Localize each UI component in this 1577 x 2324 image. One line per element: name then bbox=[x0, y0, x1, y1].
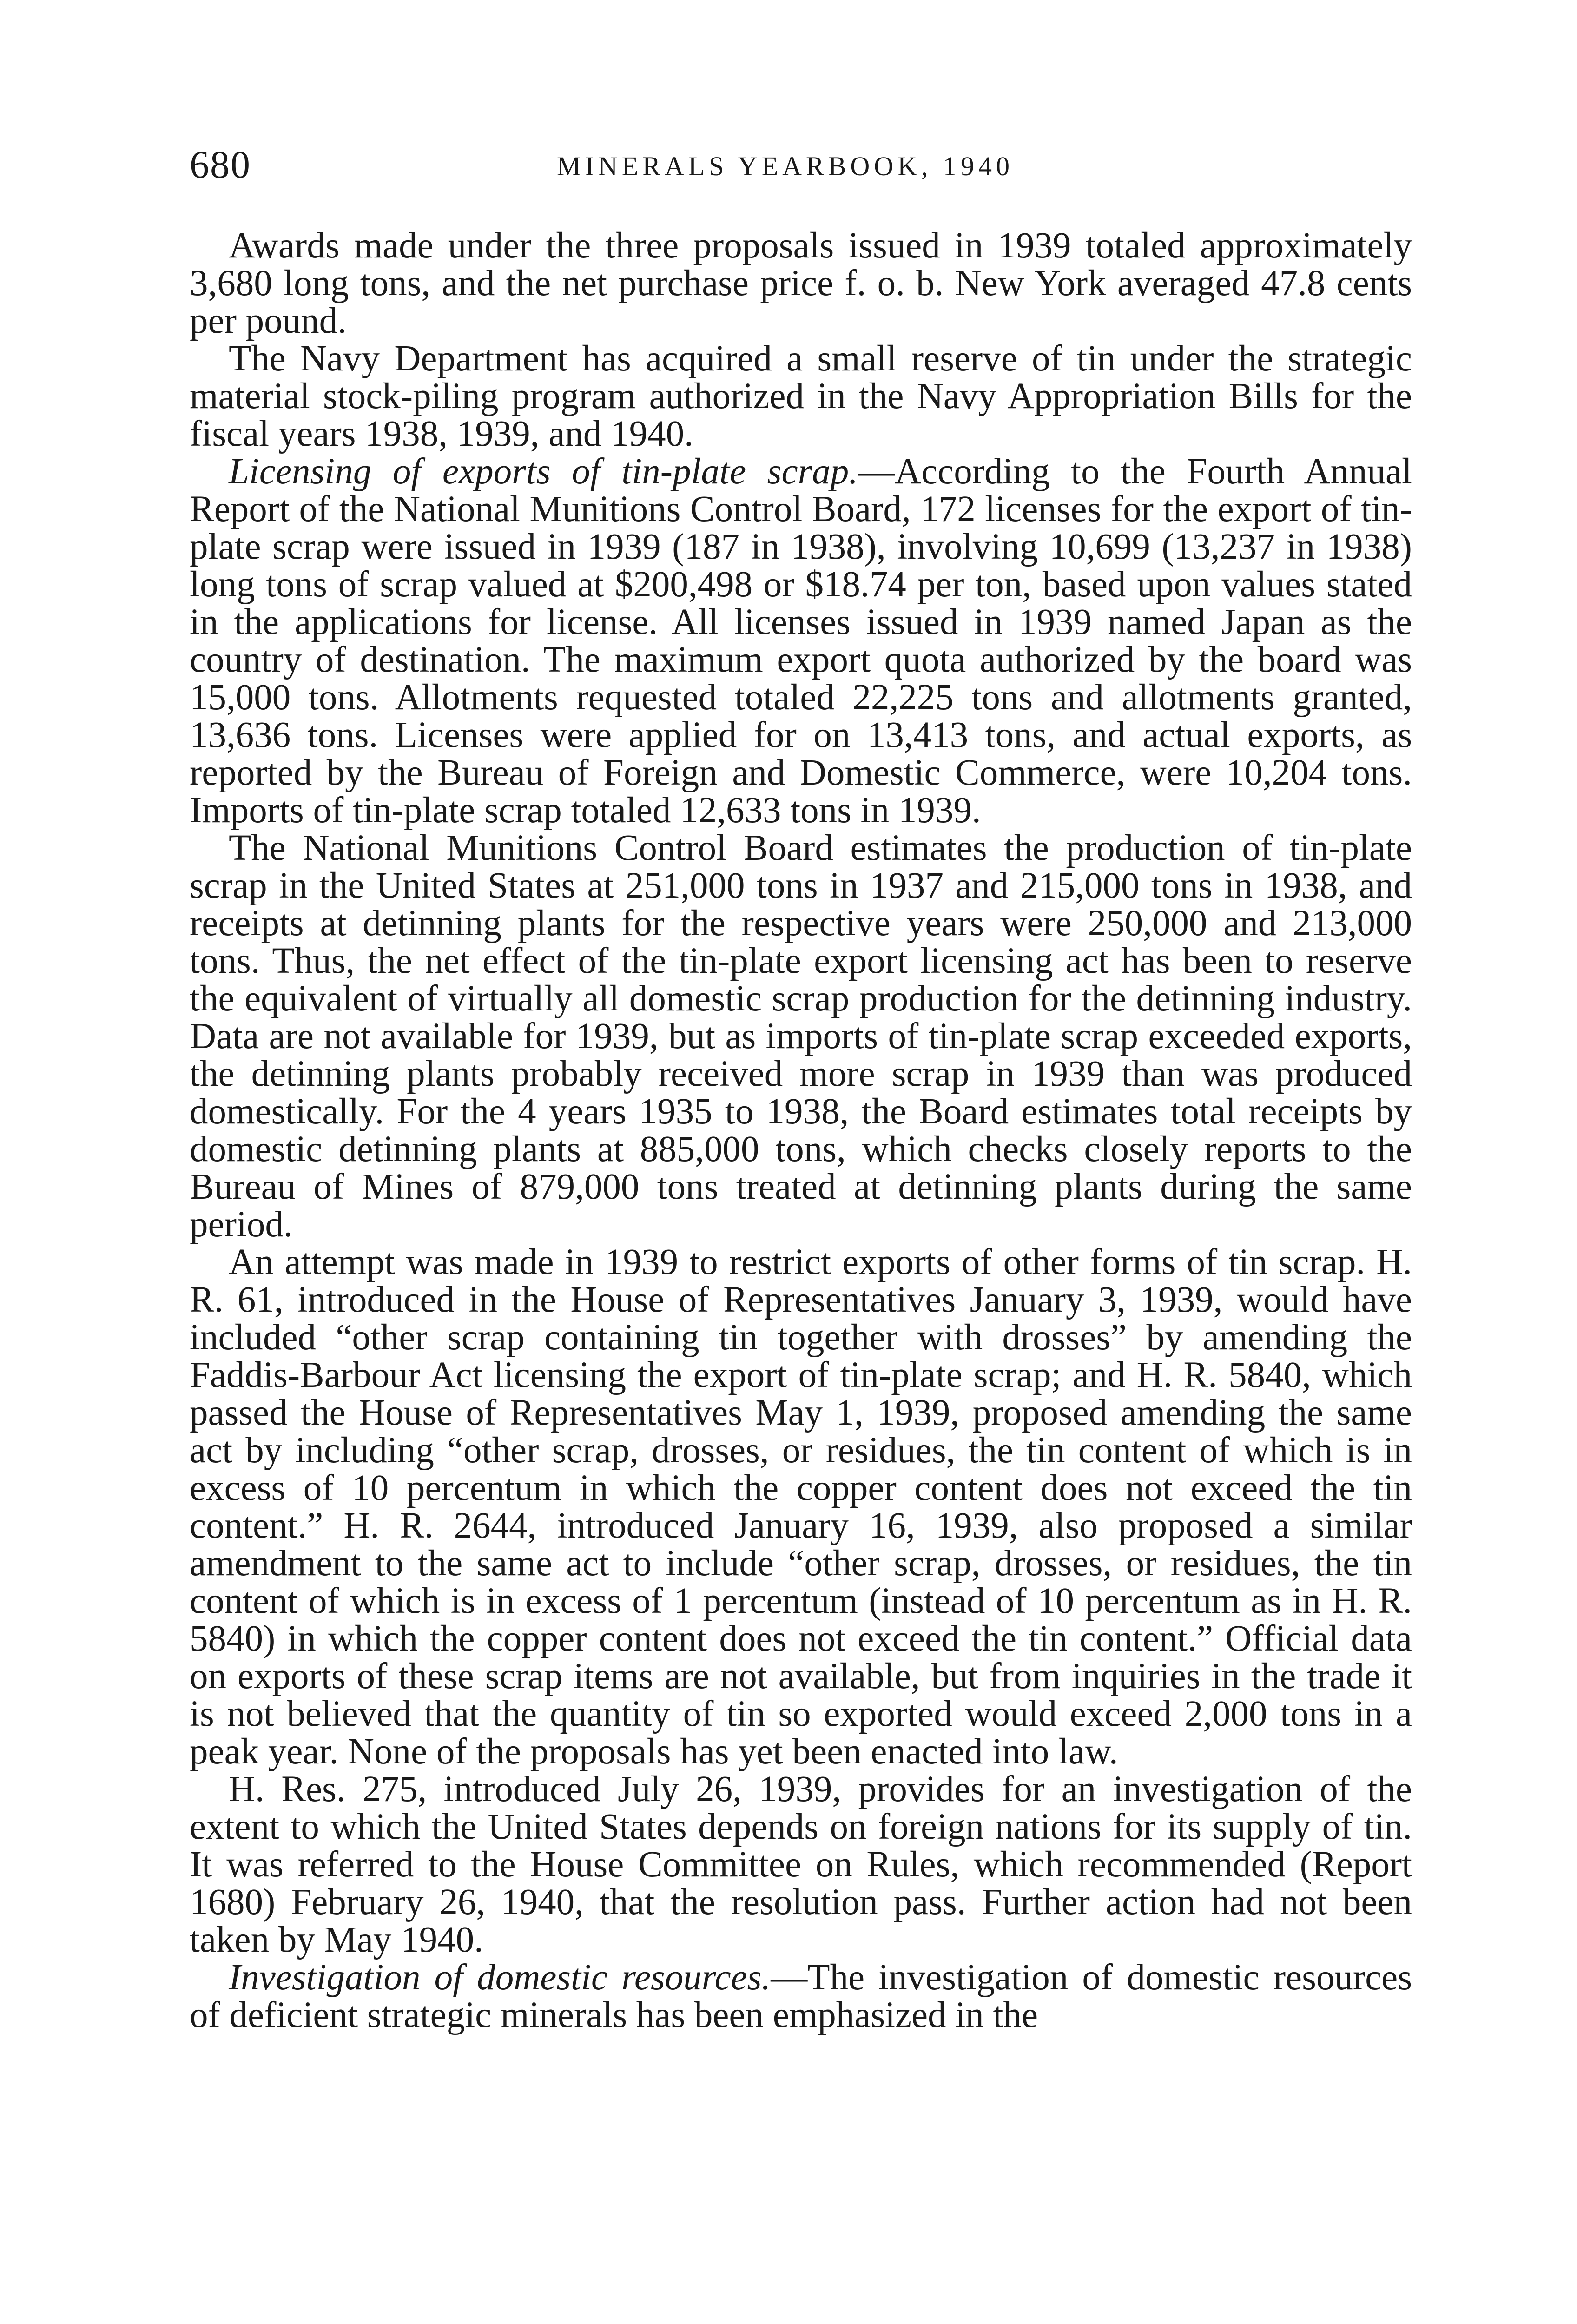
paragraph bbox=[190, 453, 1412, 829]
paragraph-text: —The investigation of domestic resources of deficient strategic minerals has been emphasized in the bbox=[190, 1957, 1412, 2035]
paragraph bbox=[190, 1959, 1412, 2034]
paragraph-lead: Licensing of exports of tin-plate scrap. bbox=[229, 451, 858, 492]
page-header bbox=[190, 139, 1412, 191]
paragraph-text: The National Munitions Control Board estimates the production of tin-plate scrap in the United States at 251,000 tons in 1937 and 215,000 tons in 1938, and receipts at detinning plants for the respective years were 250,000 and 213,000 tons. Thus, the net effect of the tin-plate export licensing act has been to reserve the equivalent of virtually all domestic scrap production for the detinning industry. Data are not available for 1939, but as imports of tin-plate scrap exceeded exports, the detinning plants probably received more scrap in 1939 than was produced domestically. For the 4 years 1935 to 1938, the Board estimates total receipts by domestic detinning plants at 885,000 tons, which checks closely reports to the Bureau of Mines of 879,000 tons treated at detinning plants during the same period. bbox=[190, 828, 1412, 1245]
page-number: 680 bbox=[190, 143, 251, 186]
paragraph-text: An attempt was made in 1939 to restrict exports of other forms of tin scrap. H. R. 61, introduced in the House of Representatives January 3, 1939, would have included “other scrap containing tin together with drosses” by amending the Faddis-Barbour Act licensing the export of tin-plate scrap; and H. R. 5840, which passed the House of Representatives May 1, 1939, proposed amending the same act by including “other scrap, drosses, or residues, the tin content of which is in excess of 10 percentum in which the copper content does not exceed the tin content.” H. R. 2644, introduced January 16, 1939, also proposed a similar amendment to the same act to include “other scrap, drosses, or residues, the tin content of which is in excess of 1 percentum (instead of 10 percentum as in H. R. 5840) in which the copper content does not exceed the tin content.” Official data on exports of these scrap items are not available, but from inquiries in the trade it is not believed that the quantity of tin so exported would exceed 2,000 tons in a peak year. None of the proposals has yet been enacted into law. bbox=[190, 1242, 1412, 1772]
paragraph-text: —According to the Fourth Annual Report of the National Munitions Control Board, 172 licenses for the export of tin-plate scrap were issued in 1939 (187 in 1938), involving 10,699 (13,237 in 1938) long tons of scrap valued at $200,498 or $18.74 per ton, based upon values stated in the applications for license. All licenses issued in 1939 named Japan as the country of destination. The maximum export quota authorized by the board was 15,000 tons. Allotments requested totaled 22,225 tons and allotments granted, 13,636 tons. Licenses were applied for on 13,413 tons, and actual exports, as reported by the Bureau of Foreign and Domestic Commerce, were 10,204 tons. Imports of tin-plate scrap totaled 12,633 tons in 1939. bbox=[190, 451, 1412, 831]
paragraph-text: H. Res. 275, introduced July 26, 1939, provides for an investigation of the extent to which the United States depends on foreign nations for its supply of tin. It was referred to the House Committee on Rules, which recommended (Report 1680) February 26, 1940, that the resolution pass. Further action had not been taken by May 1940. bbox=[190, 1769, 1412, 1960]
running-head: MINERALS YEARBOOK, 1940 bbox=[557, 151, 1014, 181]
paragraph bbox=[190, 340, 1412, 453]
body-text bbox=[190, 227, 1412, 2034]
paragraph-text: The Navy Department has acquired a small reserve of tin under the strategic material stock-piling program authorized in the Navy Appropriation Bills for the fiscal years 1938, 1939, and 1940. bbox=[190, 338, 1412, 454]
paragraph-lead: Investigation of domestic resources. bbox=[229, 1957, 771, 1998]
paragraph bbox=[190, 829, 1412, 1243]
paragraph bbox=[190, 1243, 1412, 1770]
paragraph bbox=[190, 227, 1412, 340]
paragraph bbox=[190, 1770, 1412, 1959]
paragraph-text: Awards made under the three proposals issued in 1939 totaled approximately 3,680 long tons, and the net purchase price f. o. b. New York averaged 47.8 cents per pound. bbox=[190, 225, 1412, 341]
